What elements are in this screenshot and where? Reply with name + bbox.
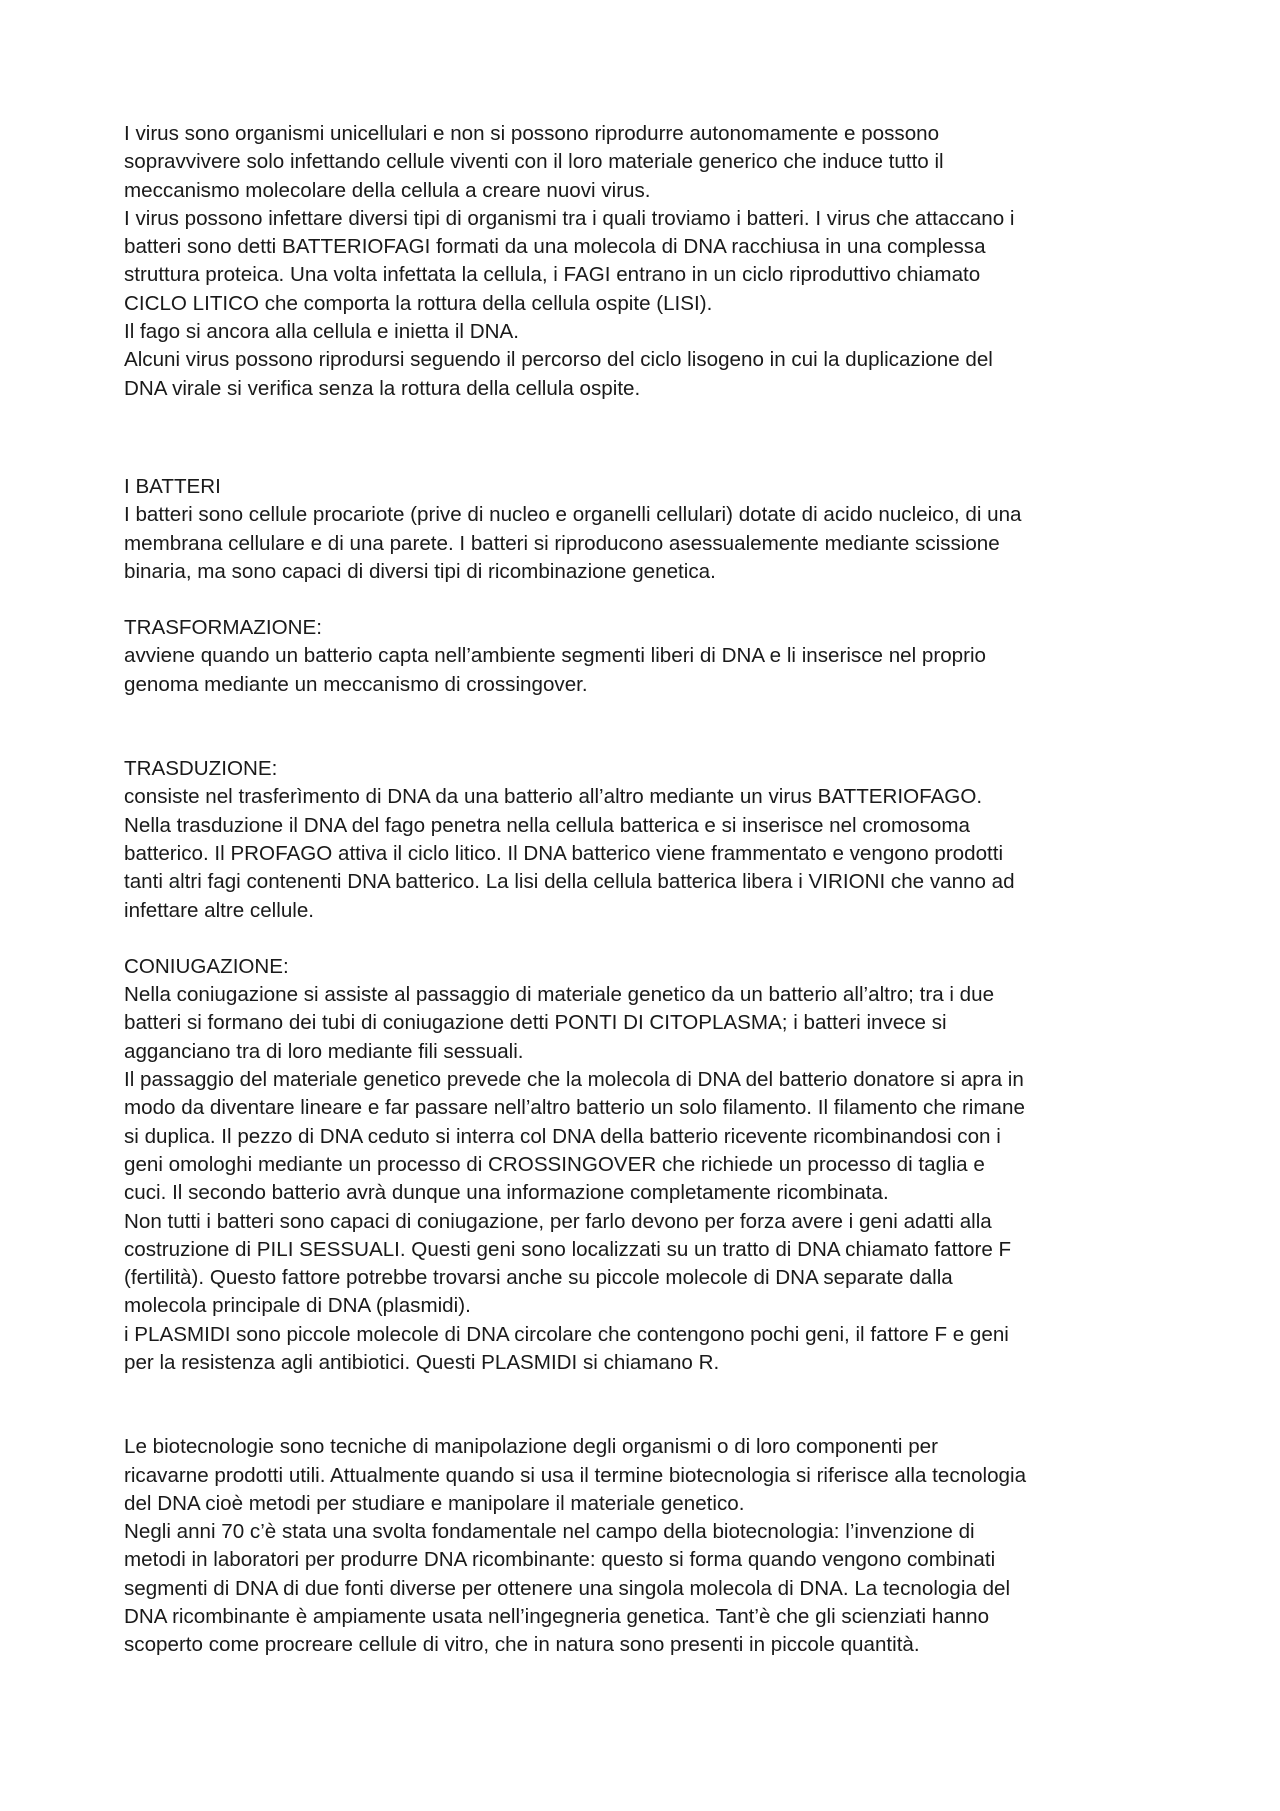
text-line: Negli anni 70 c’è stata una svolta fondamentale nel campo della biotecnologia: l’invenzione di [124, 1520, 975, 1544]
paragraph-virus-intro [124, 120, 1174, 403]
text-line: tanti altri fagi contenenti DNA batterico. La lisi della cellula batterica libera i VIRIONI che vanno ad [124, 870, 1015, 894]
text-line: sopravvivere solo infettando cellule viventi con il loro materiale generico che induce tutto il [124, 150, 944, 174]
text-line: I batteri sono cellule procariote (prive di nucleo e organelli cellulari) dotate di acido nucleico, di una [124, 503, 1022, 527]
text-line: membrana cellulare e di una parete. I batteri si riproducono asessualemente mediante scissione [124, 531, 1000, 555]
text-line: DNA ricombinante è ampiamente usata nell’ingegneria genetica. Tant’è che gli scienziati hanno [124, 1605, 990, 1629]
section-biotecnologie [124, 1433, 1174, 1659]
text-line: costruzione di PILI SESSUALI. Questi geni sono localizzati su un tratto di DNA chiamato fattore F [124, 1237, 1012, 1261]
text-line: del DNA cioè metodi per studiare e manipolare il materiale genetico. [124, 1491, 745, 1515]
text-line: batterico. Il PROFAGO attiva il ciclo litico. Il DNA batterico viene frammentato e vengono prodotti [124, 841, 1004, 865]
text-line: modo da diventare lineare e far passare nell’altro batterio un solo filamento. Il filamento che rimane [124, 1096, 1025, 1120]
text-line: Il fago si ancora alla cellula e inietta il DNA. [124, 320, 519, 344]
section-heading: TRASFORMAZIONE: [124, 616, 322, 640]
text-line: (fertilità). Questo fattore potrebbe trovarsi anche su piccole molecole di DNA separate dalla [124, 1266, 953, 1290]
section-coniugazione [124, 953, 1174, 1377]
text-line: Alcuni virus possono riprodursi seguendo il percorso del ciclo lisogeno in cui la duplicazione del [124, 348, 993, 372]
text-line: meccanismo molecolare della cellula a creare nuovi virus. [124, 178, 651, 202]
text-line: CICLO LITICO che comporta la rottura della cellula ospite (LISI). [124, 291, 713, 315]
text-line: consiste nel trasferìmento di DNA da una batterio all’altro mediante un virus BATTERIOFAGO. [124, 785, 983, 809]
text-line: molecola principale di DNA (plasmidi). [124, 1294, 471, 1318]
text-line: I virus sono organismi unicellulari e non si possono riprodurre autonomamente e possono [124, 122, 940, 145]
text-line: struttura proteica. Una volta infettata la cellula, i FAGI entrano in un ciclo riproduttivo chiamato [124, 263, 981, 287]
document-page [124, 120, 1174, 1660]
text-line: agganciano tra di loro mediante fili sessuali. [124, 1039, 524, 1063]
text-line: infettare altre cellule. [124, 898, 315, 922]
text-line: si duplica. Il pezzo di DNA ceduto si interra col DNA della batterio ricevente ricombinandosi con i [124, 1124, 1001, 1148]
section-heading: I BATTERI [124, 474, 221, 498]
text-line: geni omologhi mediante un processo di CROSSINGOVER che richiede un processo di taglia e [124, 1152, 985, 1176]
text-line: batteri sono detti BATTERIOFAGI formati da una molecola di DNA racchiusa in una complessa [124, 235, 986, 259]
text-line: Nella trasduzione il DNA del fago penetra nella cellula batterica e si inserisce nel cromosoma [124, 813, 970, 837]
text-line: metodi in laboratori per produrre DNA ricombinante: questo si forma quando vengono combinati [124, 1548, 996, 1572]
text-line: batteri si formano dei tubi di coniugazione detti PONTI DI CITOPLASMA; i batteri invece si [124, 1011, 947, 1035]
section-heading: CONIUGAZIONE: [124, 954, 289, 978]
section-batteri [124, 473, 1174, 586]
text-line: scoperto come procreare cellule di vitro, che in natura sono presenti in piccole quantità. [124, 1633, 920, 1657]
section-trasformazione [124, 614, 1174, 699]
text-line: avviene quando un batterio capta nell’ambiente segmenti liberi di DNA e li inserisce nel proprio [124, 644, 987, 668]
text-line: I virus possono infettare diversi tipi di organismi tra i quali troviamo i batteri. I virus che attaccano i [124, 206, 1015, 230]
text-line: Le biotecnologie sono tecniche di manipolazione degli organismi o di loro componenti per [124, 1435, 938, 1459]
text-line: genoma mediante un meccanismo di crossingover. [124, 672, 588, 696]
section-heading: TRASDUZIONE: [124, 757, 278, 781]
text-line: Il passaggio del materiale genetico prevede che la molecola di DNA del batterio donatore si apra in [124, 1068, 1024, 1092]
text-line: i PLASMIDI sono piccole molecole di DNA circolare che contengono pochi geni, il fattore F e geni [124, 1322, 1009, 1346]
text-line: Non tutti i batteri sono capaci di coniugazione, per farlo devono per forza avere i geni adatti alla [124, 1209, 992, 1233]
text-line: binaria, ma sono capaci di diversi tipi di ricombinazione genetica. [124, 559, 716, 583]
section-trasduzione [124, 755, 1174, 925]
text-line: per la resistenza agli antibiotici. Questi PLASMIDI si chiamano R. [124, 1350, 720, 1374]
text-line: ricavarne prodotti utili. Attualmente quando si usa il termine biotecnologia si riferisce alla tecnologia [124, 1463, 1027, 1487]
text-line: DNA virale si verifica senza la rottura della cellula ospite. [124, 376, 641, 400]
text-line: cuci. Il secondo batterio avrà dunque una informazione completamente ricombinata. [124, 1181, 889, 1205]
text-line: segmenti di DNA di due fonti diverse per ottenere una singola molecola di DNA. La tecnologia del [124, 1576, 1011, 1600]
text-line: Nella coniugazione si assiste al passaggio di materiale genetico da un batterio all’altro; tra i due [124, 983, 995, 1007]
